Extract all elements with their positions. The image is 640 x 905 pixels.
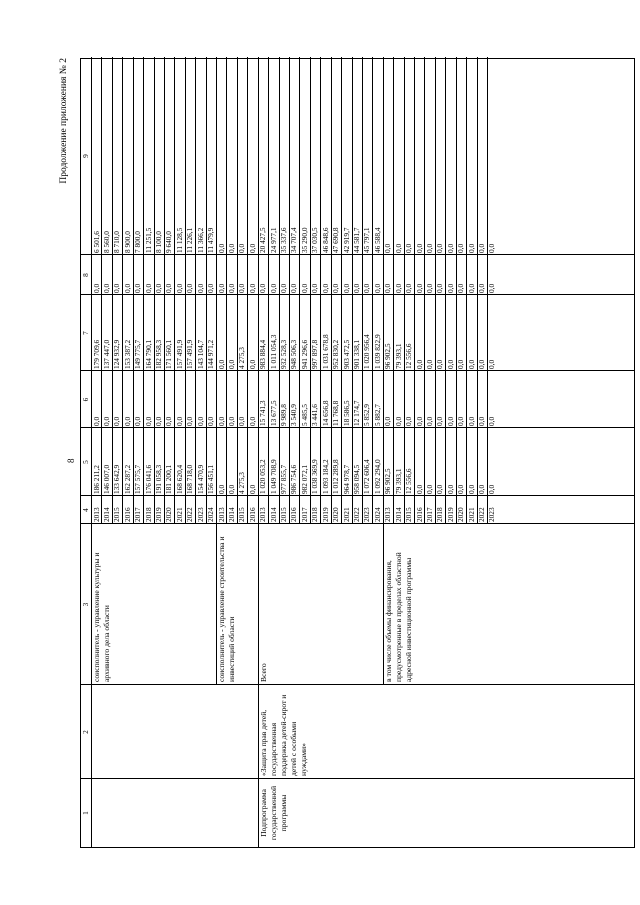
table-cell: 2021 bbox=[466, 507, 476, 522]
table-cell: 982 072,1 bbox=[299, 464, 309, 494]
table-cell: 0,0 bbox=[487, 416, 497, 426]
table-cell: 9 989,8 bbox=[279, 404, 289, 426]
table-cell: 2013 bbox=[91, 507, 101, 522]
page-number: 8 bbox=[66, 458, 76, 463]
table-cell: 2013 bbox=[216, 507, 226, 522]
table-cell: 0,0 bbox=[372, 283, 382, 293]
table-cell: 0,0 bbox=[435, 416, 445, 426]
table-cell: 0,0 bbox=[143, 416, 153, 426]
appendix-title: Продолжение приложения № 2 bbox=[59, 58, 69, 184]
table-cell: 932 528,3 bbox=[279, 339, 289, 369]
table-cell: 2014 bbox=[226, 507, 236, 522]
table-cell: 157 575,7 bbox=[133, 464, 143, 494]
table-cell: 0,0 bbox=[247, 359, 257, 369]
table-cell: 191 058,3 bbox=[154, 464, 164, 494]
table-cell: 12 556,6 bbox=[404, 343, 414, 369]
table-cell: 2016 bbox=[414, 507, 424, 522]
table-cell: 0,0 bbox=[456, 416, 466, 426]
table-cell: 2023 bbox=[487, 507, 497, 522]
table-cell: 0,0 bbox=[133, 283, 143, 293]
table-cell: 0,0 bbox=[456, 484, 466, 494]
table-cell: 149 775,7 bbox=[133, 339, 143, 369]
table-cell: 168 620,4 bbox=[174, 464, 184, 494]
table-cell: 179 709,6 bbox=[91, 339, 101, 369]
table-cell: 124 932,9 bbox=[112, 339, 122, 369]
table-cell: 11 479,9 bbox=[206, 227, 216, 253]
table-cell: 0,0 bbox=[237, 283, 247, 293]
table-cell: 0,0 bbox=[445, 416, 455, 426]
table-cell: 0,0 bbox=[310, 283, 320, 293]
column-number: 1 bbox=[81, 811, 90, 815]
table-cell: 0,0 bbox=[164, 416, 174, 426]
table-cell: 0,0 bbox=[247, 283, 257, 293]
table-cell: 2024 bbox=[206, 507, 216, 522]
table-cell: 153 387,2 bbox=[122, 339, 132, 369]
table-cell: 0,0 bbox=[299, 283, 309, 293]
column-number: 4 bbox=[81, 508, 90, 512]
table-cell: 2015 bbox=[112, 507, 122, 522]
table-cell: 2020 bbox=[331, 507, 341, 522]
header-divider bbox=[91, 57, 92, 847]
table-cell: 5 852,9 bbox=[362, 404, 372, 426]
table-cell: 0,0 bbox=[414, 484, 424, 494]
program-type-label: Подпрограмма государственной программы bbox=[258, 785, 288, 841]
rotated-table-frame bbox=[55, 58, 635, 848]
table-cell: 0,0 bbox=[404, 416, 414, 426]
table-cell: 8 560,0 bbox=[101, 231, 111, 253]
table-cell: 182 958,3 bbox=[154, 339, 164, 369]
table-cell: 2018 bbox=[310, 507, 320, 522]
table-cell: 0,0 bbox=[268, 283, 278, 293]
table-cell: 0,0 bbox=[195, 283, 205, 293]
table-cell: 79 393,1 bbox=[393, 468, 403, 494]
table-cell: 14 656,8 bbox=[320, 400, 330, 426]
table-cell: 11 226,1 bbox=[185, 227, 195, 253]
table-cell: 2016 bbox=[122, 507, 132, 522]
table-cell: 45 797,1 bbox=[362, 227, 372, 253]
table-cell: 4 275,3 bbox=[237, 472, 247, 494]
table-cell: 2020 bbox=[164, 507, 174, 522]
column-number: 5 bbox=[81, 460, 90, 464]
table-cell: 2014 bbox=[393, 507, 403, 522]
table-cell: 0,0 bbox=[414, 416, 424, 426]
table-cell: 154 470,9 bbox=[195, 464, 205, 494]
table-cell: 0,0 bbox=[216, 484, 226, 494]
table-cell: 0,0 bbox=[174, 283, 184, 293]
table-cell: 0,0 bbox=[414, 359, 424, 369]
table-cell: 0,0 bbox=[466, 243, 476, 253]
table-cell: 2022 bbox=[352, 507, 361, 522]
table-cell: 164 790,1 bbox=[143, 339, 153, 369]
table-cell: 0,0 bbox=[466, 416, 476, 426]
table-cell: 13 677,5 bbox=[268, 400, 278, 426]
table-cell: 0,0 bbox=[477, 243, 487, 253]
table-cell: 941 296,6 bbox=[299, 339, 309, 369]
table-cell: 2016 bbox=[289, 507, 299, 522]
table-cell: 0,0 bbox=[247, 243, 257, 253]
table-cell: 2017 bbox=[133, 507, 143, 522]
table-cell: 181 200,1 bbox=[164, 464, 174, 494]
table-cell: 0,0 bbox=[216, 416, 226, 426]
table-cell: 983 884,4 bbox=[258, 339, 268, 369]
table-cell: 977 855,7 bbox=[279, 464, 289, 494]
table-cell: 1 011 054,3 bbox=[268, 334, 278, 369]
table-cell: 2019 bbox=[445, 507, 455, 522]
table-cell: 0,0 bbox=[247, 416, 257, 426]
table-cell: 2021 bbox=[174, 507, 184, 522]
table-cell: 0,0 bbox=[466, 359, 476, 369]
table-cell: 0,0 bbox=[424, 243, 434, 253]
table-cell: 186 211,2 bbox=[91, 465, 101, 494]
table-cell: 0,0 bbox=[456, 243, 466, 253]
table-cell: 0,0 bbox=[164, 283, 174, 293]
table-cell: 171 560,1 bbox=[164, 339, 174, 369]
table-cell: 0,0 bbox=[424, 416, 434, 426]
table-cell: 2014 bbox=[101, 507, 111, 522]
table-cell: 137 447,0 bbox=[101, 339, 111, 369]
table-cell: 7 800,0 bbox=[133, 231, 143, 253]
table-cell: 0,0 bbox=[383, 243, 393, 253]
table-cell: 2023 bbox=[362, 507, 372, 522]
table-cell: 0,0 bbox=[185, 416, 195, 426]
table-cell: 133 642,9 bbox=[112, 464, 122, 494]
table-cell: 35 337,6 bbox=[279, 227, 289, 253]
table-cell: 0,0 bbox=[383, 416, 393, 426]
table-cell: 0,0 bbox=[226, 484, 236, 494]
table-cell: 2015 bbox=[237, 507, 247, 522]
table-cell: 1 093 184,2 bbox=[320, 459, 330, 494]
table-cell: 901 338,1 bbox=[352, 339, 361, 369]
table-cell: 2022 bbox=[477, 507, 487, 522]
table-cell: 168 718,0 bbox=[185, 464, 195, 494]
table-cell: 0,0 bbox=[216, 283, 226, 293]
table-cell: 0,0 bbox=[445, 243, 455, 253]
column-number: 9 bbox=[81, 154, 90, 158]
table-cell: 958 094,5 bbox=[352, 464, 361, 494]
table-cell: 0,0 bbox=[445, 283, 455, 293]
table-cell: 2024 bbox=[372, 507, 382, 522]
table-cell: 0,0 bbox=[424, 359, 434, 369]
table-cell: 12 556,6 bbox=[404, 468, 414, 494]
table-cell: 0,0 bbox=[226, 359, 236, 369]
table-cell: 0,0 bbox=[435, 359, 445, 369]
table-cell: 0,0 bbox=[206, 283, 216, 293]
table-cell: 11 251,5 bbox=[143, 227, 153, 253]
table-cell: 42 919,7 bbox=[341, 227, 351, 253]
table-cell: 0,0 bbox=[122, 283, 132, 293]
table-cell: 5 882,7 bbox=[372, 404, 382, 426]
table-cell: 0,0 bbox=[487, 484, 497, 494]
table-cell: 157 491,9 bbox=[185, 339, 195, 369]
table-cell: 0,0 bbox=[279, 283, 289, 293]
table-cell: 0,0 bbox=[174, 416, 184, 426]
table-cell: 8 100,0 bbox=[154, 231, 164, 253]
table-cell: 46 848,6 bbox=[320, 227, 330, 253]
table-cell: 0,0 bbox=[435, 283, 445, 293]
table-cell: 2016 bbox=[247, 507, 257, 522]
executor-label: соисполнитель - управление культуры и архивного дела области bbox=[92, 552, 111, 682]
column-number: 7 bbox=[81, 331, 90, 335]
table-cell: 12 174,7 bbox=[352, 400, 361, 426]
table-cell: 0,0 bbox=[456, 283, 466, 293]
table-cell: 0,0 bbox=[185, 283, 195, 293]
column-divider bbox=[81, 684, 634, 685]
column-number: 3 bbox=[81, 602, 90, 607]
table-cell: 9 640,0 bbox=[164, 231, 174, 253]
table-cell: 20 427,5 bbox=[258, 227, 268, 253]
table-cell: 2020 bbox=[456, 507, 466, 522]
table-cell: 0,0 bbox=[91, 283, 101, 293]
table-cell: 1 049 708,9 bbox=[268, 459, 278, 494]
table-cell: 3 540,9 bbox=[289, 404, 299, 426]
table-cell: 2019 bbox=[154, 507, 164, 522]
table-cell: 0,0 bbox=[206, 416, 216, 426]
table-cell: 0,0 bbox=[112, 283, 122, 293]
table-cell: 11 768,8 bbox=[331, 400, 341, 426]
table-cell: 8 710,0 bbox=[112, 231, 122, 253]
table-cell: 0,0 bbox=[477, 416, 487, 426]
table-cell: 37 030,5 bbox=[310, 227, 320, 253]
table-cell: 0,0 bbox=[477, 484, 487, 494]
table-cell: 0,0 bbox=[414, 283, 424, 293]
table-cell: 2022 bbox=[185, 507, 195, 522]
table-cell: 3 441,6 bbox=[310, 404, 320, 426]
table-cell: 2014 bbox=[268, 507, 278, 522]
table-cell: 6 501,6 bbox=[91, 231, 101, 253]
table-cell: 2013 bbox=[383, 507, 393, 522]
table-cell: 964 978,7 bbox=[341, 464, 351, 494]
table-cell: 8 900,0 bbox=[122, 231, 132, 253]
table-cell: 0,0 bbox=[435, 243, 445, 253]
table-cell: 0,0 bbox=[466, 283, 476, 293]
table-cell: 0,0 bbox=[393, 283, 403, 293]
table-cell: 18 586,5 bbox=[341, 400, 351, 426]
executor-label: соисполнитель - управление строительства и инвестиций области bbox=[217, 536, 237, 682]
table-cell: 0,0 bbox=[352, 283, 361, 293]
table-cell: 1 020 053,2 bbox=[258, 459, 268, 494]
table-cell: 2019 bbox=[320, 507, 330, 522]
table-cell: 2023 bbox=[195, 507, 205, 522]
table-cell: 34 707,4 bbox=[289, 227, 299, 253]
table-cell: 0,0 bbox=[383, 283, 393, 293]
table-cell: 0,0 bbox=[91, 416, 101, 426]
table-cell: 997 897,8 bbox=[310, 339, 320, 369]
table-cell: 146 007,0 bbox=[101, 464, 111, 494]
table-cell: 1 031 678,8 bbox=[320, 334, 330, 369]
table-cell: 11 366,2 bbox=[195, 227, 205, 253]
table-cell: 948 506,3 bbox=[289, 339, 299, 369]
table-cell: 0,0 bbox=[424, 484, 434, 494]
table-cell: 157 491,9 bbox=[174, 339, 184, 369]
table-cell: 15 741,3 bbox=[258, 400, 268, 426]
table-cell: 2015 bbox=[279, 507, 289, 522]
table-cell: 0,0 bbox=[456, 359, 466, 369]
table-cell: 1 092 294,0 bbox=[372, 459, 382, 494]
executor-label: в том числе объемы финансирования, предусмотренные в пределах областной адресной инвестиционной программы bbox=[383, 552, 413, 682]
table-cell: 0,0 bbox=[487, 283, 497, 293]
table-cell: 0,0 bbox=[487, 359, 497, 369]
table-cell: 0,0 bbox=[226, 283, 236, 293]
program-name-label: «Защита прав детей, государственная поддержка детей-сирот и детей с особыми нуждами» bbox=[258, 694, 308, 776]
table-cell: 96 902,5 bbox=[383, 468, 393, 494]
table-cell: 0,0 bbox=[424, 283, 434, 293]
table-cell: 0,0 bbox=[362, 283, 372, 293]
table-cell: 176 041,6 bbox=[143, 464, 153, 494]
table-cell: 0,0 bbox=[487, 243, 497, 253]
table-cell: 0,0 bbox=[331, 283, 341, 293]
table-cell: 5 485,5 bbox=[299, 404, 309, 426]
column-number: 8 bbox=[81, 273, 90, 277]
table-cell: 0,0 bbox=[237, 243, 247, 253]
table-cell: 1 039 822,9 bbox=[372, 334, 382, 369]
table-cell: 0,0 bbox=[122, 416, 132, 426]
table-cell: 0,0 bbox=[216, 243, 226, 253]
table-cell: 46 588,4 bbox=[372, 227, 382, 253]
table-cell: 0,0 bbox=[195, 416, 205, 426]
table-cell: 11 128,5 bbox=[174, 227, 184, 253]
table-cell: 0,0 bbox=[237, 416, 247, 426]
table-cell: 0,0 bbox=[414, 243, 424, 253]
table-cell: 4 275,3 bbox=[237, 347, 247, 369]
table-cell: 47 690,8 bbox=[331, 227, 341, 253]
table-cell: 2021 bbox=[341, 507, 351, 522]
table-cell: 903 472,5 bbox=[341, 339, 351, 369]
table-cell: 0,0 bbox=[393, 243, 403, 253]
table-cell: 1 038 369,9 bbox=[310, 459, 320, 494]
table-cell: 0,0 bbox=[477, 359, 487, 369]
table-cell: 2017 bbox=[424, 507, 434, 522]
table-cell: 1 012 289,8 bbox=[331, 459, 341, 494]
table-cell: 952 830,2 bbox=[331, 339, 341, 369]
table-cell: 0,0 bbox=[226, 416, 236, 426]
table-cell: 79 393,1 bbox=[393, 343, 403, 369]
column-number: 6 bbox=[81, 397, 90, 402]
table-cell: 0,0 bbox=[466, 484, 476, 494]
table-cell: 24 977,1 bbox=[268, 227, 278, 253]
table-cell: 0,0 bbox=[101, 283, 111, 293]
table-cell: 0,0 bbox=[393, 416, 403, 426]
table-cell: 162 287,2 bbox=[122, 464, 132, 494]
table-cell: 0,0 bbox=[477, 283, 487, 293]
table-cell: 0,0 bbox=[341, 283, 351, 293]
table-cell: 2018 bbox=[435, 507, 445, 522]
column-number: 2 bbox=[81, 730, 90, 734]
table-cell: 96 902,5 bbox=[383, 343, 393, 369]
table-cell: 0,0 bbox=[404, 283, 414, 293]
table-cell: 1 072 606,4 bbox=[362, 459, 372, 494]
table-cell: 2018 bbox=[143, 507, 153, 522]
table-cell: 2015 bbox=[404, 507, 414, 522]
table-cell: 0,0 bbox=[435, 484, 445, 494]
table-cell: 0,0 bbox=[226, 243, 236, 253]
table-cell: 156 451,1 bbox=[206, 464, 216, 494]
table-cell: 0,0 bbox=[216, 359, 226, 369]
table-cell: 44 581,7 bbox=[352, 227, 361, 253]
column-divider bbox=[81, 778, 634, 779]
table-cell: 0,0 bbox=[133, 416, 143, 426]
table-cell: 0,0 bbox=[258, 283, 268, 293]
table-cell: 143 104,7 bbox=[195, 339, 205, 369]
table-cell: 2013 bbox=[258, 507, 268, 522]
table-cell: 1 020 956,4 bbox=[362, 334, 372, 369]
table-cell: 0,0 bbox=[112, 416, 122, 426]
table-cell: 0,0 bbox=[101, 416, 111, 426]
table-cell: 0,0 bbox=[143, 283, 153, 293]
table-cell: 0,0 bbox=[404, 243, 414, 253]
table-cell: 0,0 bbox=[320, 283, 330, 293]
table-cell: 35 290,0 bbox=[299, 227, 309, 253]
table-cell: 2017 bbox=[299, 507, 309, 522]
budget-table bbox=[80, 58, 635, 848]
table-cell: 0,0 bbox=[289, 283, 299, 293]
table-cell: 986 754,6 bbox=[289, 464, 299, 494]
table-cell: 144 971,2 bbox=[206, 339, 216, 369]
executor-label: Всего bbox=[258, 663, 268, 682]
table-cell: 0,0 bbox=[247, 484, 257, 494]
table-cell: 0,0 bbox=[154, 283, 164, 293]
table-cell: 0,0 bbox=[445, 484, 455, 494]
table-cell: 0,0 bbox=[445, 359, 455, 369]
table-cell: 0,0 bbox=[154, 416, 164, 426]
